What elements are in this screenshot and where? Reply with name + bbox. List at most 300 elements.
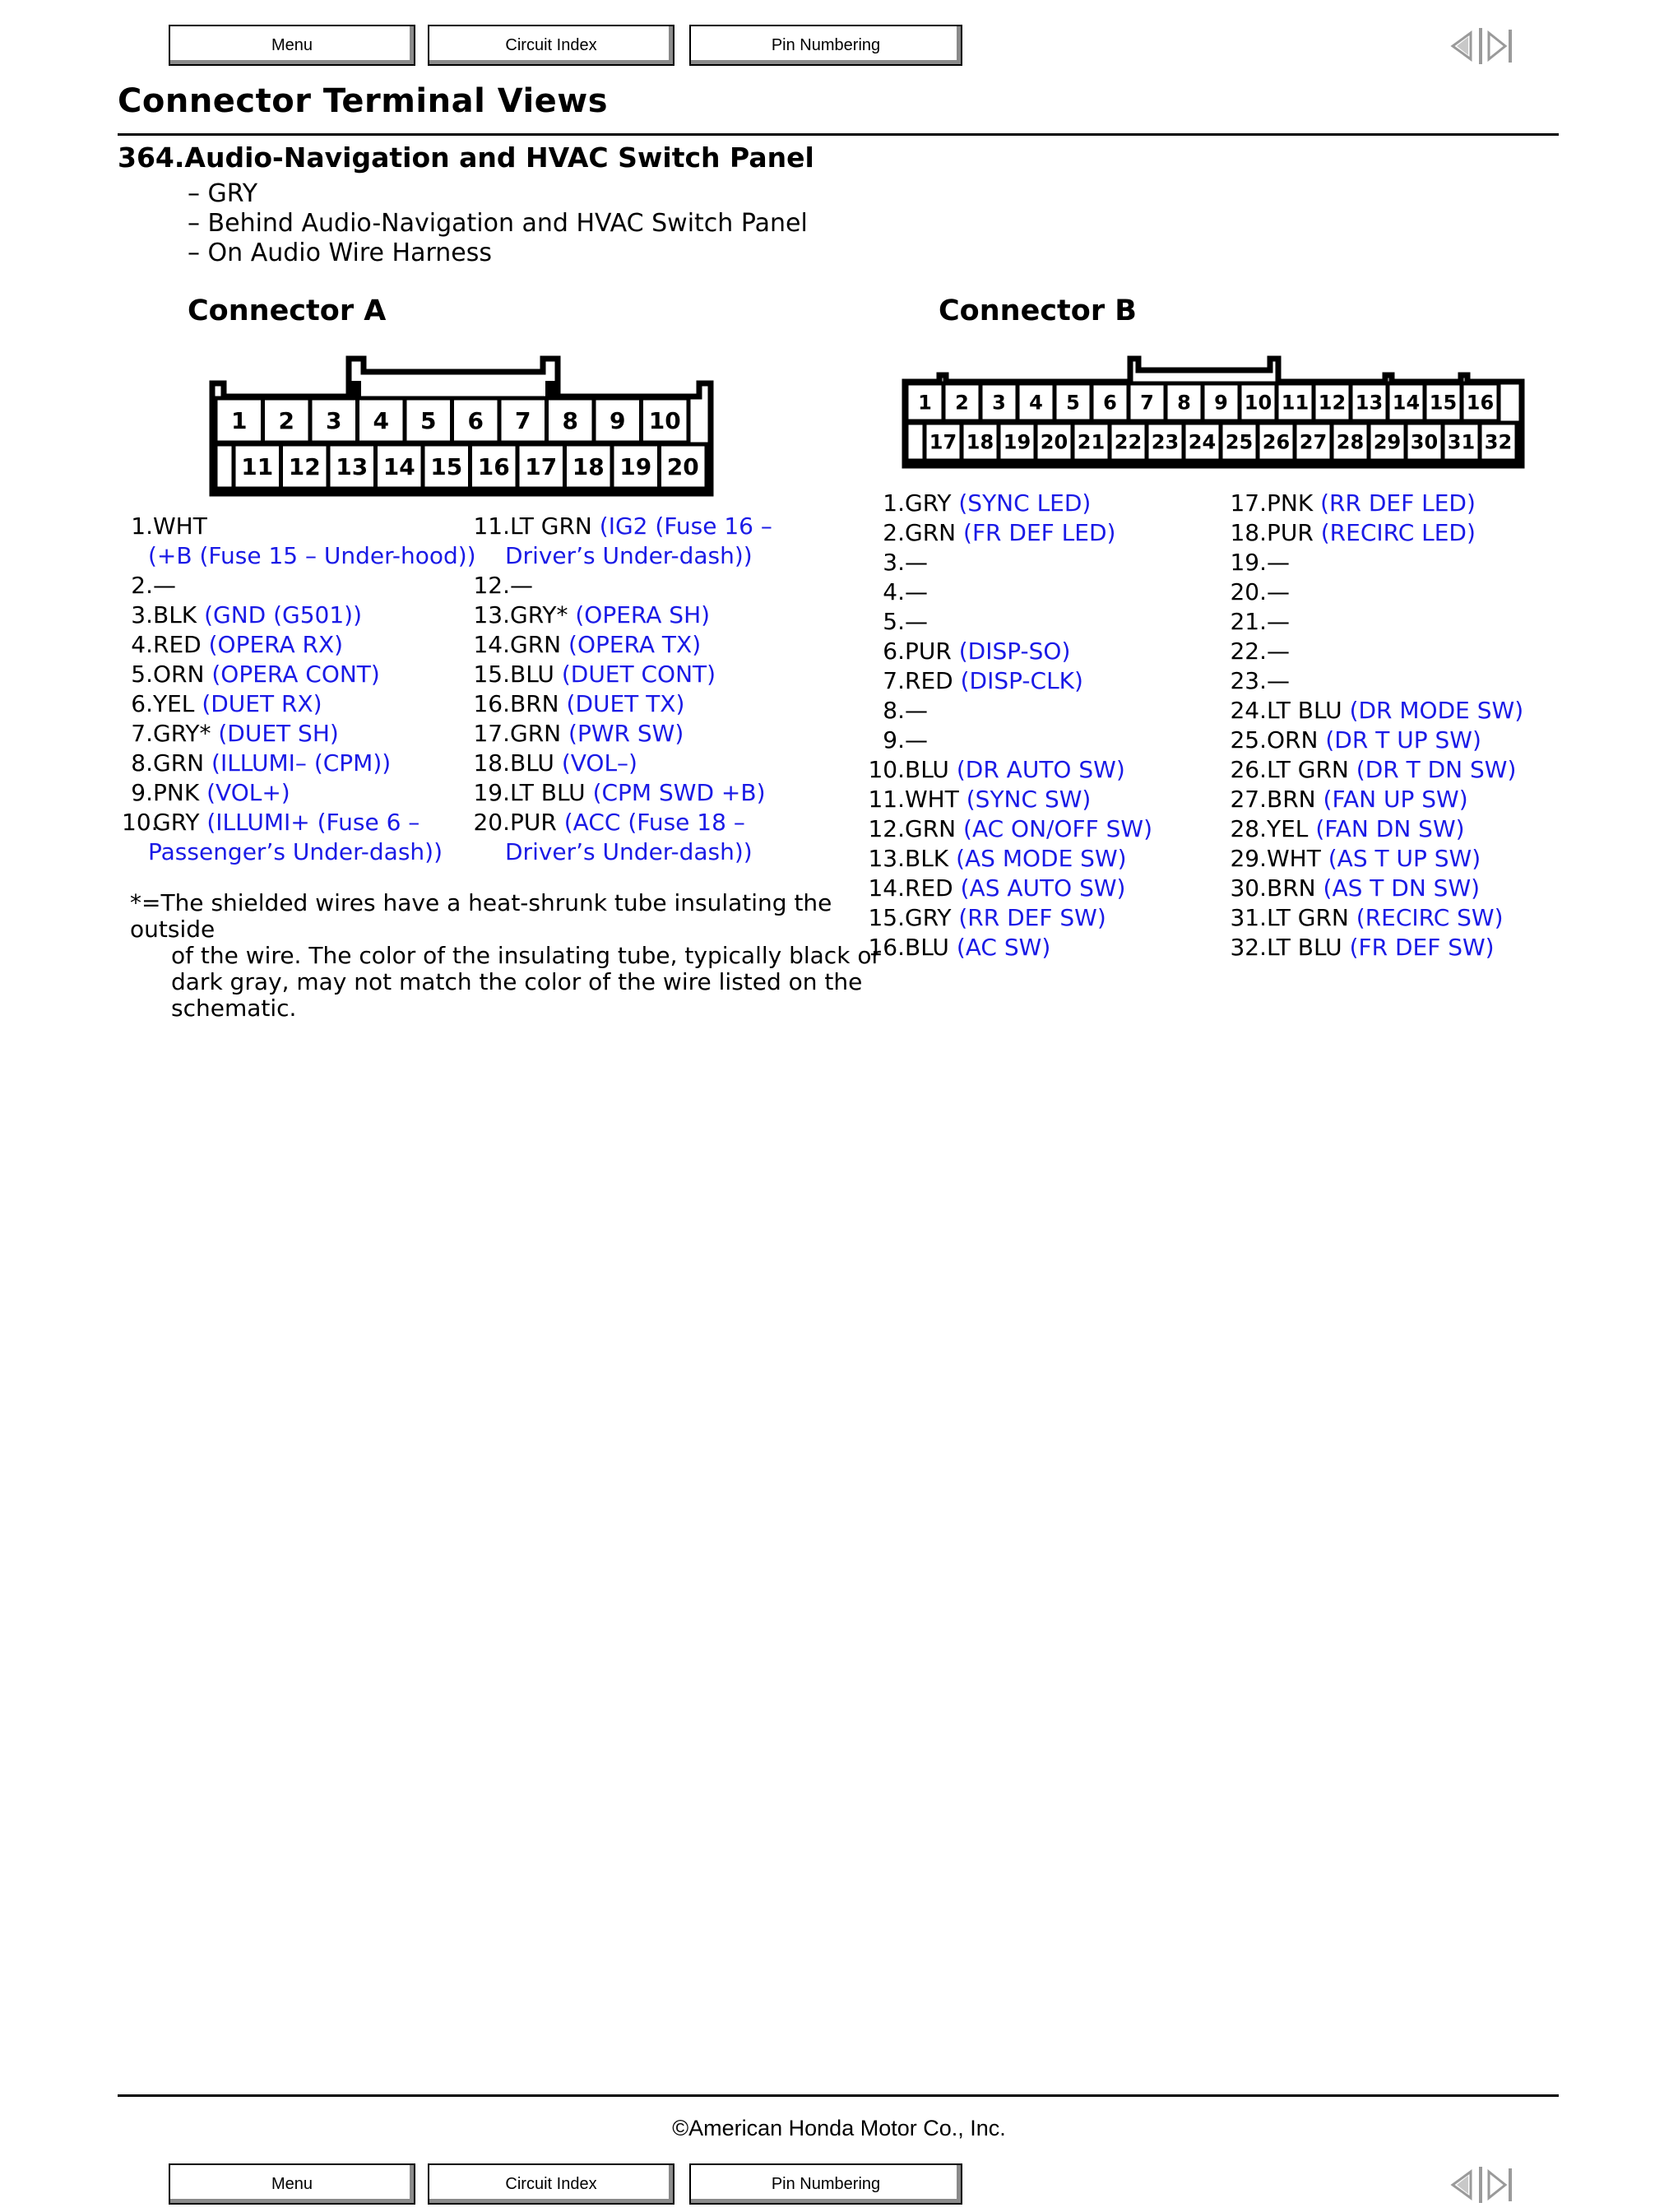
pin-entry <box>865 696 1152 726</box>
pin-number: 8. <box>131 749 153 777</box>
wire-color: ORN <box>1267 726 1319 754</box>
pin-entry <box>1227 785 1523 814</box>
pin-entry <box>1227 933 1523 962</box>
bottom-navigation <box>0 2163 1678 2210</box>
pin-entry <box>470 808 772 867</box>
wire-color: BLK <box>153 601 197 628</box>
pin-cavity <box>1406 423 1443 461</box>
circuit-description: (RECIRC SW) <box>1356 904 1504 931</box>
shielded-wire-note <box>130 890 911 1022</box>
circuit-description: (OPERA CONT) <box>211 661 380 688</box>
pin-number: 19. <box>473 779 510 806</box>
wire-color: — <box>905 578 928 605</box>
pin-cavity <box>1073 423 1110 461</box>
right-arrow-end-icon[interactable] <box>1489 30 1510 63</box>
circuit-description: (AS AUTO SW) <box>960 874 1126 902</box>
pin-entry <box>470 778 772 808</box>
cavity-number: 7 <box>1140 391 1154 415</box>
pin-cavity <box>1166 383 1203 421</box>
cavity-number: 1 <box>918 391 932 415</box>
circuit-description: (AC SW) <box>956 934 1051 961</box>
pin-cavity <box>310 398 358 443</box>
pin-cavity <box>906 423 925 461</box>
pin-numbering-button[interactable]: Pin Numbering <box>689 25 962 66</box>
circuit-description: (SYNC SW) <box>966 786 1092 813</box>
pin-cavity <box>906 383 943 421</box>
pin-number: 5. <box>131 661 153 688</box>
pin-entry <box>1227 489 1523 518</box>
pin-entry <box>470 689 772 719</box>
pin-cavity <box>1443 423 1480 461</box>
wire-color: RED <box>905 874 953 902</box>
wire-color: — <box>1267 638 1290 665</box>
pin-number: 25. <box>1230 726 1267 754</box>
pin-entry <box>470 630 772 660</box>
note-continuation: of the wire. The color of the insulating tube, typically black or dark gray, may not match the color of the wire listed on the schematic. <box>171 942 881 1022</box>
wire-color: BRN <box>510 690 559 717</box>
pin-entry <box>470 512 772 571</box>
cavity-number: 8 <box>1177 391 1191 415</box>
pin-cavity <box>216 444 234 489</box>
pin-number: 26. <box>1230 756 1267 783</box>
cavity-number: 11 <box>241 453 274 481</box>
pin-cavity <box>1351 383 1388 421</box>
pin-entry <box>865 755 1152 785</box>
circuit-description: (GND (G501)) <box>204 601 363 628</box>
pin-entry <box>122 778 476 808</box>
circuit-description-continued: Driver’s Under-dash)) <box>505 542 753 569</box>
circuit-description: (AS T DN SW) <box>1323 874 1481 902</box>
connector-a-pin-list-1 <box>122 512 476 867</box>
wire-color: LT BLU <box>1267 697 1342 724</box>
cavity-number: 3 <box>326 407 342 435</box>
wire-color: PUR <box>1267 519 1314 546</box>
circuit-description: (FAN DN SW) <box>1315 815 1465 842</box>
cavity-number: 22 <box>1114 430 1143 454</box>
pin-cavity <box>1036 423 1073 461</box>
pin-cavity <box>1314 383 1351 421</box>
pin-entry <box>1227 874 1523 903</box>
wire-color: PNK <box>153 779 200 806</box>
cavity-number: 30 <box>1410 430 1439 454</box>
pin-entry <box>865 577 1152 607</box>
pin-cavity <box>943 383 980 421</box>
connector-b-diagram <box>900 355 1533 471</box>
pin-entry <box>865 607 1152 637</box>
cavity-number: 1 <box>231 407 248 435</box>
pin-number: 19. <box>1230 549 1267 576</box>
pin-cavity <box>1462 383 1499 421</box>
pin-cavity <box>1129 383 1166 421</box>
wire-color: BLU <box>905 934 949 961</box>
circuit-description: (DUET TX) <box>566 690 685 717</box>
pin-cavity <box>423 444 470 489</box>
page-arrows-bottom <box>1446 2165 1515 2205</box>
pin-number: 20. <box>473 809 510 836</box>
pin-entry <box>1227 637 1523 666</box>
pin-entry <box>122 808 476 867</box>
circuit-description: (ACC (Fuse 18 – <box>563 809 745 836</box>
pin-entry <box>1227 814 1523 844</box>
pin-entry <box>1227 726 1523 755</box>
circuit-description: (RECIRC LED) <box>1320 519 1476 546</box>
pin-entry <box>470 749 772 778</box>
circuit-description: (DISP-SO) <box>958 638 1071 665</box>
pin-number: 16. <box>868 934 905 961</box>
pin-number: 23. <box>1230 667 1267 694</box>
wire-color: GRY <box>905 489 952 517</box>
circuit-description: (OPERA SH) <box>575 601 711 628</box>
circuit-description: (FAN UP SW) <box>1323 786 1468 813</box>
pin-entry <box>122 719 476 749</box>
pin-cavity <box>452 398 500 443</box>
pin-number: 11. <box>473 512 510 540</box>
pin-entry <box>1227 518 1523 548</box>
wire-color: GRN <box>153 749 205 777</box>
cavity-number: 5 <box>420 407 437 435</box>
wire-color: — <box>153 572 176 599</box>
pin-entry <box>1227 548 1523 577</box>
circuit-description: (VOL–) <box>561 749 637 777</box>
footer-divider <box>118 2094 1559 2097</box>
pin-entry <box>865 548 1152 577</box>
wire-color: BLU <box>905 756 949 783</box>
pin-number: 13. <box>868 845 905 872</box>
cavity-number: 24 <box>1188 430 1217 454</box>
pin-cavity <box>358 398 406 443</box>
pin-cavity <box>1055 383 1092 421</box>
wire-color: GRY* <box>510 601 568 628</box>
pin-cavity <box>612 444 660 489</box>
cavity-number: 17 <box>525 453 558 481</box>
pin-number: 24. <box>1230 697 1267 724</box>
wire-color: BLU <box>510 749 554 777</box>
pin-cavity <box>470 444 518 489</box>
circuit-description-continued: (+B (Fuse 15 – Under-hood)) <box>148 542 476 569</box>
cavity-number: 9 <box>610 407 626 435</box>
circuit-description: (AS T UP SW) <box>1328 845 1481 872</box>
circuit-description: (IG2 (Fuse 16 – <box>599 512 772 540</box>
pin-cavity <box>405 398 452 443</box>
pin-cavity <box>1277 383 1314 421</box>
pin-number: 30. <box>1230 874 1267 902</box>
pin-number: 9. <box>883 726 905 754</box>
wire-color: BLK <box>905 845 949 872</box>
cavity-number: 31 <box>1447 430 1476 454</box>
wire-color: YEL <box>1267 815 1309 842</box>
wire-color: LT GRN <box>1267 904 1349 931</box>
wire-color: GRN <box>510 720 562 747</box>
cavity-number: 18 <box>572 453 605 481</box>
pin-cavity <box>980 383 1017 421</box>
circuit-description: (SYNC LED) <box>958 489 1092 517</box>
pin-number: 6. <box>883 638 905 665</box>
cavity-number: 25 <box>1225 430 1254 454</box>
pin-number: 10. <box>868 756 905 783</box>
pin-number: 27. <box>1230 786 1267 813</box>
pin-cavity <box>1184 423 1221 461</box>
circuit-description-continued: Driver’s Under-dash)) <box>505 838 753 865</box>
header-divider <box>118 133 1559 136</box>
wire-color: — <box>905 697 928 724</box>
cavity-number: 10 <box>648 407 681 435</box>
wire-color: LT GRN <box>510 512 592 540</box>
pin-number: 20. <box>1230 578 1267 605</box>
wire-color: YEL <box>153 690 195 717</box>
cavity-number: 8 <box>562 407 578 435</box>
pin-entry <box>1227 666 1523 696</box>
wire-color: GRY <box>905 904 952 931</box>
wire-color: ORN <box>153 661 205 688</box>
pin-number: 4. <box>131 631 153 658</box>
wire-color: GRY <box>153 809 200 836</box>
cavity-number: 16 <box>477 453 510 481</box>
page-title: Connector Terminal Views <box>118 82 609 120</box>
pin-entry <box>865 489 1152 518</box>
pin-entry <box>122 749 476 778</box>
cavity-number: 26 <box>1262 430 1291 454</box>
wire-color: GRY* <box>153 720 211 747</box>
section-title: 364.Audio-Navigation and HVAC Switch Panel <box>118 141 814 174</box>
pin-number: 12. <box>868 815 905 842</box>
pin-entry <box>470 719 772 749</box>
pin-entry <box>865 518 1152 548</box>
pin-cavity <box>1425 383 1462 421</box>
circuit-description: (DISP-CLK) <box>960 667 1083 694</box>
pin-number: 18. <box>1230 519 1267 546</box>
menu-button-bottom[interactable]: Menu <box>169 2163 415 2205</box>
pin-cavity <box>263 398 311 443</box>
wire-color: LT GRN <box>1267 756 1349 783</box>
pin-number: 17. <box>1230 489 1267 517</box>
pin-cavity <box>1092 383 1129 421</box>
pin-number: 7. <box>883 667 905 694</box>
pin-entry <box>470 601 772 630</box>
pin-cavity <box>1110 423 1147 461</box>
pin-number: 1. <box>131 512 153 540</box>
pin-number: 13. <box>473 601 510 628</box>
pin-entry <box>470 660 772 689</box>
pin-entry <box>865 844 1152 874</box>
cavity-number: 23 <box>1151 430 1180 454</box>
wire-color: — <box>1267 578 1290 605</box>
circuit-description: (OPERA RX) <box>208 631 344 658</box>
pin-number: 32. <box>1230 934 1267 961</box>
pin-entry <box>1227 577 1523 607</box>
cavity-number: 18 <box>966 430 994 454</box>
circuit-description: (RR DEF LED) <box>1320 489 1476 517</box>
cavity-number: 29 <box>1373 430 1402 454</box>
pin-cavity <box>517 444 565 489</box>
pin-number: 3. <box>131 601 153 628</box>
wire-color: — <box>510 572 533 599</box>
wire-color: — <box>1267 608 1290 635</box>
cavity-number: 16 <box>1466 391 1495 415</box>
wire-color: WHT <box>905 786 959 813</box>
pin-entry <box>470 571 772 601</box>
wire-color: RED <box>153 631 202 658</box>
wire-color: RED <box>905 667 953 694</box>
cavity-number: 12 <box>1318 391 1347 415</box>
pin-cavity <box>594 398 642 443</box>
pin-entry <box>122 630 476 660</box>
circuit-description: (DR T UP SW) <box>1325 726 1481 754</box>
pin-cavity <box>328 444 376 489</box>
circuit-description: (FR DEF SW) <box>1349 934 1495 961</box>
cavity-number: 28 <box>1336 430 1365 454</box>
pin-number: 10. <box>122 809 159 836</box>
cavity-number: 7 <box>515 407 531 435</box>
pin-cavity <box>234 444 281 489</box>
cavity-number: 2 <box>955 391 969 415</box>
cavity-number: 15 <box>430 453 463 481</box>
pin-cavity <box>1369 423 1406 461</box>
circuit-description: (AC ON/OFF SW) <box>963 815 1153 842</box>
pin-cavity <box>499 398 547 443</box>
wire-color: — <box>1267 549 1290 576</box>
connector-a-title: Connector A <box>188 294 387 327</box>
pin-number: 15. <box>868 904 905 931</box>
pin-number: 9. <box>131 779 153 806</box>
left-arrow-icon[interactable] <box>1453 33 1471 59</box>
note-first-line: *=The shielded wires have a heat-shrunk tube insulating the outside <box>130 889 832 943</box>
pin-entry <box>865 637 1152 666</box>
cavity-number: 2 <box>278 407 294 435</box>
pin-cavity <box>216 398 263 443</box>
pin-entry <box>865 666 1152 696</box>
pin-entry <box>1227 696 1523 726</box>
cavity-number: 14 <box>382 453 415 481</box>
pin-entry <box>1227 844 1523 874</box>
cavity-number: 6 <box>1103 391 1117 415</box>
pin-number: 5. <box>883 608 905 635</box>
pin-number: 31. <box>1230 904 1267 931</box>
wire-color: BRN <box>1267 786 1316 813</box>
circuit-description: (DR MODE SW) <box>1349 697 1524 724</box>
pin-number: 17. <box>473 720 510 747</box>
pin-entry <box>865 785 1152 814</box>
wire-color: GRN <box>905 519 957 546</box>
cavity-number: 11 <box>1281 391 1309 415</box>
pin-cavity <box>1221 423 1258 461</box>
wire-color: PUR <box>510 809 557 836</box>
pin-number: 29. <box>1230 845 1267 872</box>
wire-color: PNK <box>1267 489 1314 517</box>
pin-numbering-button-bottom[interactable]: Pin Numbering <box>689 2163 962 2205</box>
pin-cavity <box>1240 383 1277 421</box>
circuit-description: (PWR SW) <box>568 720 684 747</box>
cavity-number: 5 <box>1066 391 1080 415</box>
wire-color: WHT <box>1267 845 1321 872</box>
pin-cavity <box>1388 383 1425 421</box>
cavity-number: 19 <box>619 453 652 481</box>
wire-color: — <box>905 608 928 635</box>
circuit-description: (DR AUTO SW) <box>956 756 1125 783</box>
circuit-description: (DUET CONT) <box>561 661 716 688</box>
connector-location-detail: – Behind Audio-Navigation and HVAC Switch Panel <box>188 209 808 238</box>
pin-number: 2. <box>883 519 905 546</box>
pin-cavity <box>642 398 689 443</box>
cavity-number: 20 <box>666 453 699 481</box>
pin-entry <box>1227 903 1523 933</box>
pin-entry <box>865 814 1152 844</box>
circuit-index-button[interactable]: Circuit Index <box>428 25 674 66</box>
pin-number: 4. <box>883 578 905 605</box>
pin-cavity <box>925 423 962 461</box>
copyright-text: ©American Honda Motor Co., Inc. <box>672 2116 1006 2140</box>
cavity-number: 21 <box>1077 430 1106 454</box>
menu-button[interactable]: Menu <box>169 25 415 66</box>
cavity-number: 13 <box>1355 391 1384 415</box>
circuit-description: (CPM SWD +B) <box>592 779 766 806</box>
pin-cavity <box>1258 423 1295 461</box>
cavity-number: 19 <box>1003 430 1031 454</box>
pin-cavity <box>376 444 424 489</box>
pin-cavity <box>999 423 1036 461</box>
pin-number: 16. <box>473 690 510 717</box>
wire-color: LT BLU <box>510 779 586 806</box>
circuit-description: (VOL+) <box>206 779 290 806</box>
cavity-number: 17 <box>929 430 957 454</box>
right-arrow-end-icon[interactable] <box>1489 2168 1510 2201</box>
cavity-number: 14 <box>1392 391 1421 415</box>
pin-entry <box>865 726 1152 755</box>
pin-cavity <box>1480 423 1517 461</box>
pin-entry <box>122 571 476 601</box>
pin-number: 11. <box>868 786 905 813</box>
circuit-description: (DR T DN SW) <box>1356 756 1517 783</box>
circuit-description: (ILLUMI+ (Fuse 6 – <box>206 809 420 836</box>
cavity-number: 10 <box>1244 391 1272 415</box>
page-arrows <box>1446 26 1515 66</box>
pin-entry <box>122 512 476 571</box>
pin-number: 22. <box>1230 638 1267 665</box>
pin-number: 6. <box>131 690 153 717</box>
pin-number: 7. <box>131 720 153 747</box>
pin-cavity <box>547 398 595 443</box>
pin-entry <box>122 689 476 719</box>
pin-cavity <box>1332 423 1369 461</box>
circuit-description: (DUET SH) <box>218 720 339 747</box>
top-navigation <box>0 25 1678 71</box>
pin-cavity <box>962 423 999 461</box>
circuit-description: (ILLUMI– (CPM)) <box>211 749 392 777</box>
pin-number: 14. <box>473 631 510 658</box>
pin-number: 2. <box>131 572 153 599</box>
circuit-index-button-bottom[interactable]: Circuit Index <box>428 2163 674 2205</box>
pin-cavity <box>1017 383 1055 421</box>
cavity-number: 4 <box>1029 391 1043 415</box>
left-arrow-icon[interactable] <box>1453 2172 1471 2198</box>
circuit-description: (RR DEF SW) <box>958 904 1106 931</box>
pin-cavity <box>1203 383 1240 421</box>
pin-cavity <box>281 444 329 489</box>
pin-cavity <box>1147 423 1184 461</box>
connector-a-pin-list-2 <box>470 512 772 867</box>
pin-number: 18. <box>473 749 510 777</box>
connector-harness-detail: – On Audio Wire Harness <box>188 239 492 267</box>
pin-cavity <box>660 444 707 489</box>
connector-b-pin-list-2 <box>1227 489 1523 962</box>
cavity-number: 4 <box>373 407 389 435</box>
pin-number: 14. <box>868 874 905 902</box>
pin-number: 1. <box>883 489 905 517</box>
pin-entry <box>122 601 476 630</box>
pin-entry <box>1227 607 1523 637</box>
wire-color: — <box>905 549 928 576</box>
wire-color: WHT <box>153 512 207 540</box>
cavity-number: 6 <box>467 407 484 435</box>
